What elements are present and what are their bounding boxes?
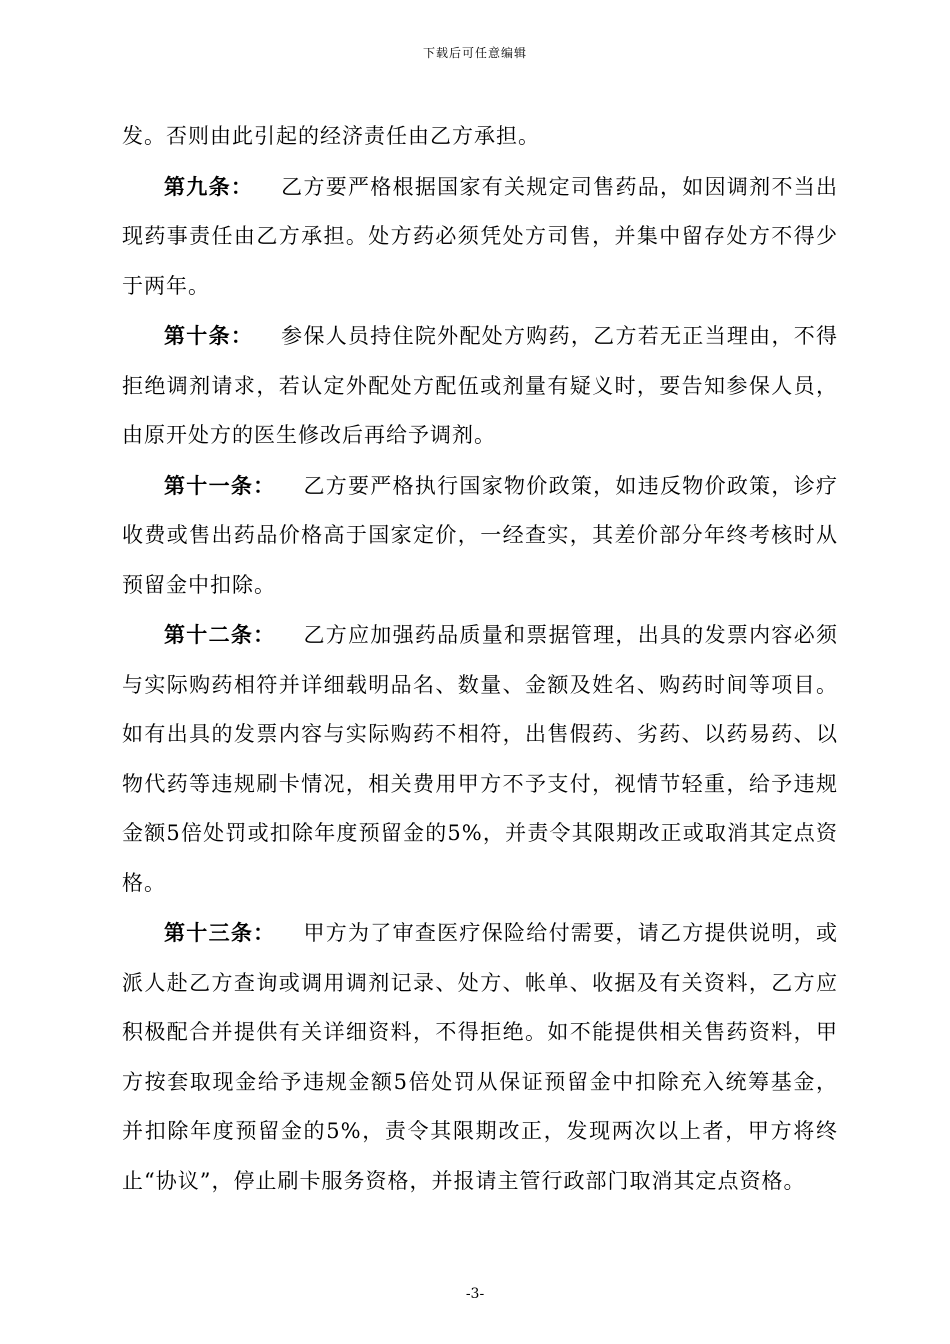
article-label: 第十三条： bbox=[164, 920, 276, 945]
article-label: 第十条： bbox=[164, 323, 254, 348]
article-text: 参保人员持住院外配处方购药，乙方若无正当理由，不得拒绝调剂请求，若认定外配处方配伍或剂量有疑义时，要告知参保人员，由原开处方的医生修改后再给予调剂。 bbox=[122, 324, 839, 447]
document-body bbox=[122, 112, 838, 1206]
article-label: 第十二条： bbox=[164, 622, 276, 647]
article-text: 乙方应加强药品质量和票据管理，出具的发票内容必须与实际购药相符并详细载明品名、数量、金额及姓名、购药时间等项目。如有出具的发票内容与实际购药不相符，出售假药、劣药、以药易药、以物代药等违规刷卡情况，相关费用甲方不予支付，视情节轻重，给予违规金额5倍处罚或扣除年度预留金的5%，并责令其限期改正或取消其定点资格。 bbox=[122, 623, 839, 895]
paragraph-text: 发。否则由此引起的经济责任由乙方承担。 bbox=[122, 124, 540, 148]
article-13 bbox=[122, 908, 838, 1206]
article-12 bbox=[122, 610, 838, 908]
article-text: 乙方要严格根据国家有关规定司售药品，如因调剂不当出现药事责任由乙方承担。处方药必须凭处方司售，并集中留存处方不得少于两年。 bbox=[122, 174, 839, 298]
paragraph-continuation bbox=[122, 112, 838, 162]
article-text: 乙方要严格执行国家物价政策，如违反物价政策，诊疗收费或售出药品价格高于国家定价，一经查实，其差价部分年终考核时从预留金中扣除。 bbox=[122, 473, 839, 597]
article-9 bbox=[122, 162, 838, 312]
page-number: -3- bbox=[465, 1286, 485, 1302]
article-label: 第十一条： bbox=[164, 472, 276, 498]
article-label: 第九条： bbox=[164, 173, 254, 199]
article-text: 甲方为了审查医疗保险给付需要，请乙方提供说明，或派人赴乙方查询或调用调剂记录、处方、帐单、收据及有关资料，乙方应积极配合并提供有关详细资料，不得拒绝。如不能提供相关售药资料，甲方按套取现金给予违规金额5倍处罚从保证预留金中扣除充入统筹基金，并扣除年度预留金的5%，责令其限期改正，发现两次以上者，甲方将终止“协议”，停止刷卡服务资格，并报请主管行政部门取消其定点资格。 bbox=[122, 921, 839, 1193]
page-header: 下载后可任意编辑 bbox=[422, 46, 527, 60]
article-10 bbox=[122, 311, 838, 461]
article-11 bbox=[122, 461, 838, 611]
